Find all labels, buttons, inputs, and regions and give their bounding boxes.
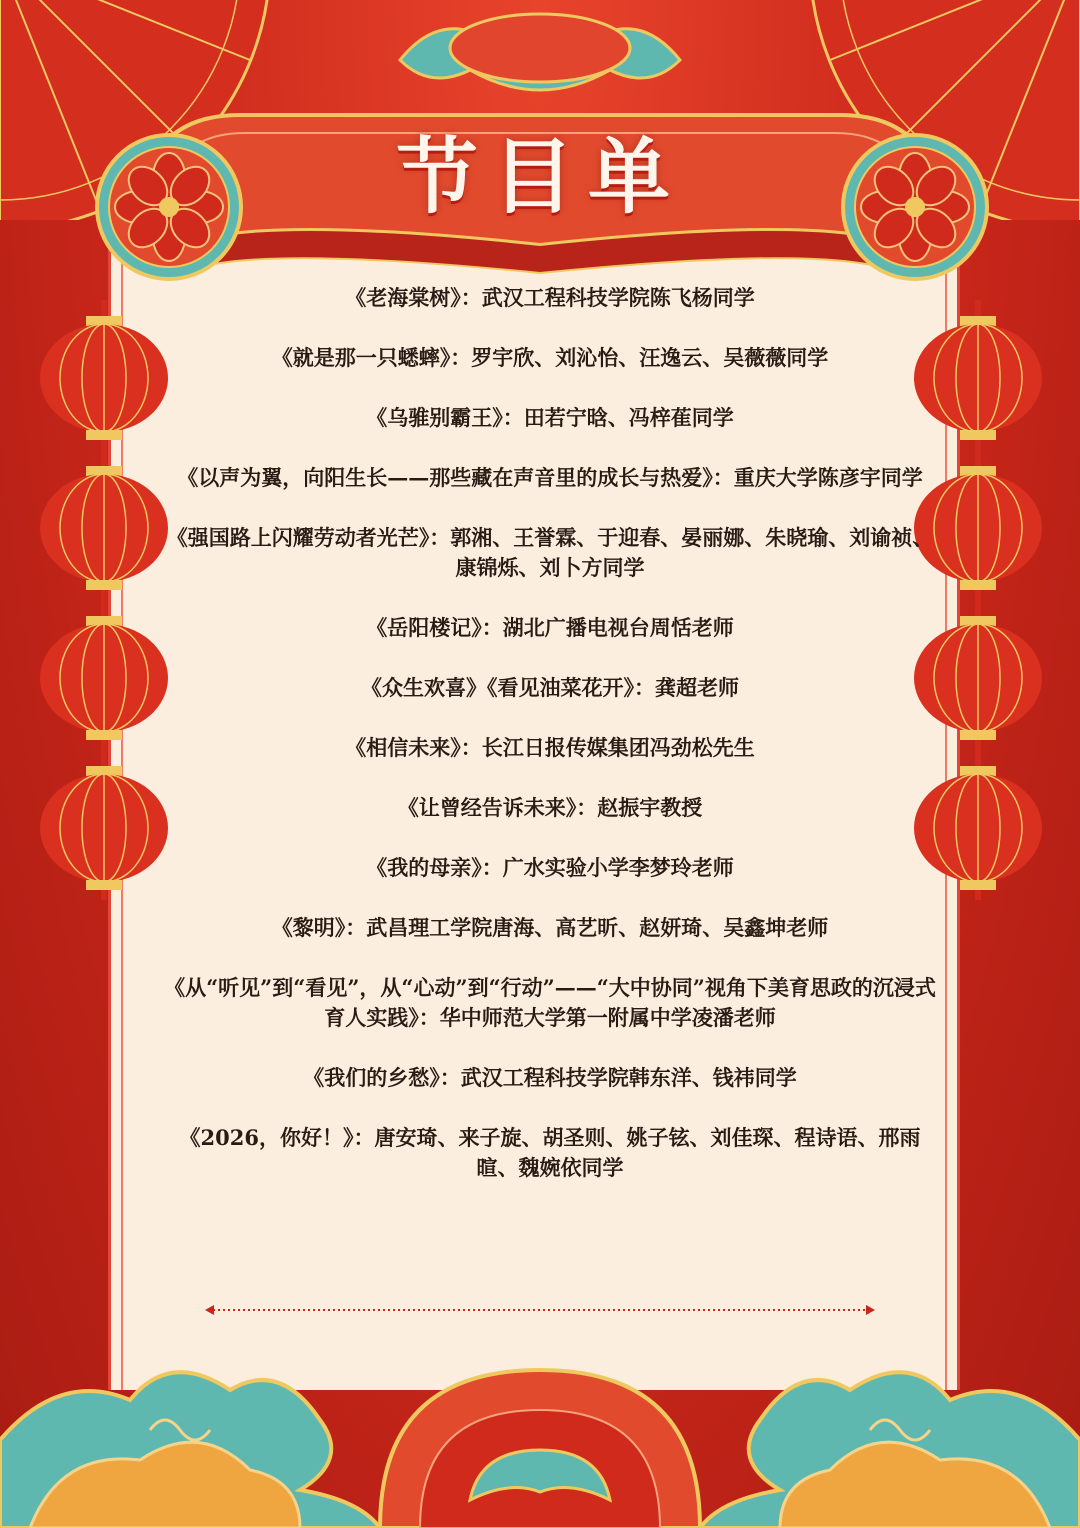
program-item: 《从“听见”到“看见”，从“心动”到“行动”——“大中协同”视角下美育思政的沉浸式育人实践》：华中师范大学第一附属中学凌潘老师: [164, 975, 936, 1030]
dotted-divider: [205, 1303, 875, 1317]
program-item: 《众生欢喜》《看见油菜花开》：龚超老师: [361, 675, 739, 700]
program-item: 《岳阳楼记》：湖北广播电视台周恬老师: [366, 615, 734, 640]
program-item: 《强国路上闪耀劳动者光芒》：郭湘、王誉霖、于迎春、晏丽娜、朱晓瑜、刘谕祯、康锦烁、刘卜方同学: [166, 525, 934, 580]
program-item: 《让曾经告诉未来》：赵振宇教授: [397, 795, 703, 820]
program-list: [160, 283, 940, 1213]
program-item: 《乌骓别霸王》：田若宁晗、冯梓萑同学: [366, 405, 734, 430]
program-item: 《2026，你好！》：唐安琦、来子旋、胡圣则、姚子铉、刘佳琛、程诗语、邢雨暄、魏婉依同学: [179, 1125, 921, 1180]
program-item: 《黎明》：武昌理工学院唐海、高艺昕、赵妍琦、吴鑫坤老师: [271, 915, 829, 940]
lantern-icon: [34, 750, 174, 900]
program-item: 《我的母亲》：广水实验小学李梦玲老师: [366, 855, 734, 880]
top-ornament: [380, 0, 700, 110]
page-title: 节目单: [395, 129, 684, 225]
program-item: 《以声为翼，向阳生长——那些藏在声音里的成长与热爱》：重庆大学陈彦宇同学: [177, 465, 923, 490]
program-item: 《老海棠树》：武汉工程科技学院陈飞杨同学: [345, 285, 755, 310]
lantern-column-left: [34, 300, 174, 900]
program-item: 《就是那一只蟋蟀》：罗宇欣、刘沁怡、汪逸云、吴薇薇同学: [271, 345, 829, 370]
lantern-icon: [34, 600, 174, 750]
lantern-icon: [34, 450, 174, 600]
lantern-icon: [34, 300, 174, 450]
program-item: 《相信未来》：长江日报传媒集团冯劲松先生: [345, 735, 755, 760]
program-item: 《我们的乡愁》：武汉工程科技学院韩东洋、钱祎同学: [303, 1065, 797, 1090]
cloud-icon: [0, 1330, 1080, 1528]
